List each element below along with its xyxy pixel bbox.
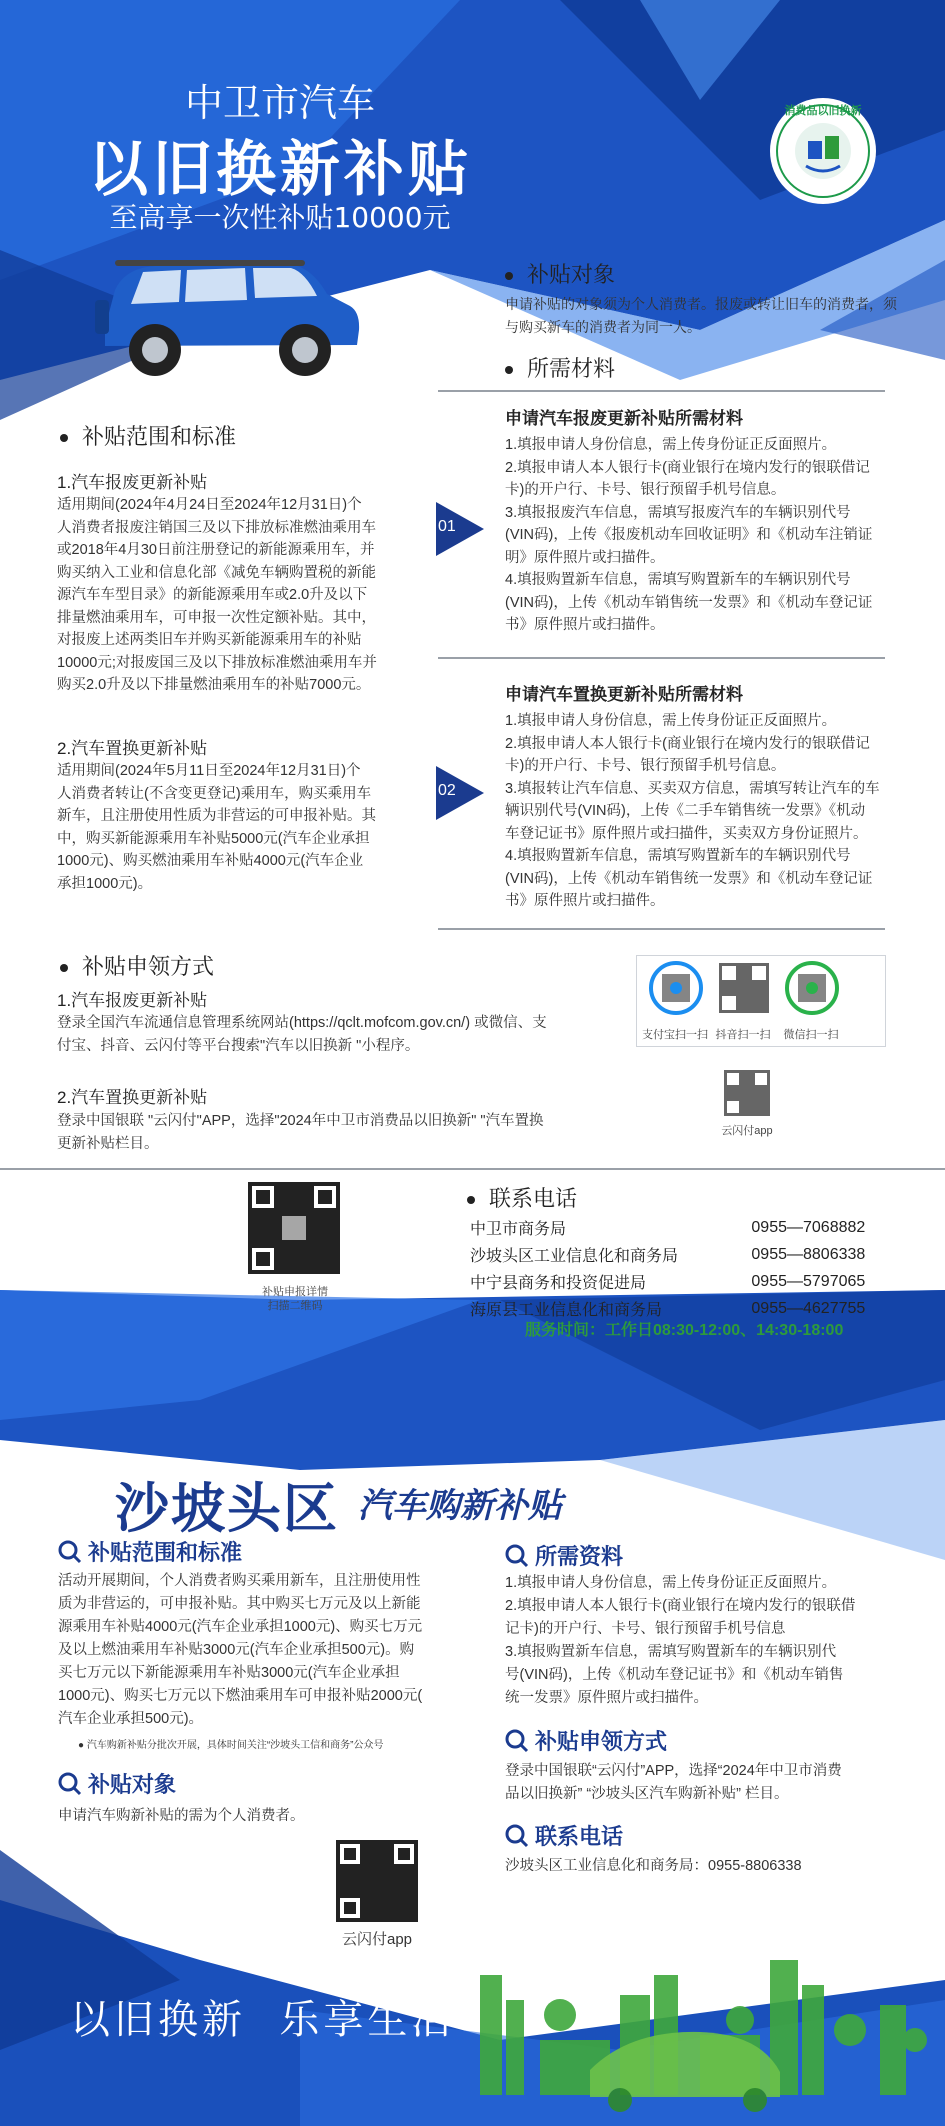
text-line: 书》原件照片或扫描件。 (505, 893, 665, 909)
text-line: 适用期间(2024年4月24日至2024年12月31日)个 (57, 497, 362, 513)
text-line: 汽车企业承担500元)。 (58, 1711, 204, 1727)
text-line: 卡)的开户行、卡号、银行预留手机号信息。 (505, 758, 786, 774)
s2-scope-heading: 补贴范围和标准 (58, 1536, 242, 1567)
text-line: 1000元)、购买燃油乘用车补贴4000元(汽车企业 (57, 853, 364, 869)
text-line: 对报废上述两类旧车并购买新能源乘用车的补贴 (57, 632, 362, 648)
text-line: 2.填报申请人本人银行卡(商业银行在境内发行的银联借记 (505, 735, 870, 752)
contact-phone[interactable]: 0955—7068882 (751, 1218, 866, 1236)
alipay-qr-label: 支付宝扫一扫 (642, 1029, 708, 1041)
contact-phone[interactable]: 0955—8806338 (751, 1245, 866, 1263)
s2-materials-body (505, 1572, 895, 1710)
contact-row (470, 1268, 890, 1295)
scope-item2-title: 2.汽车置换更新补贴 (57, 739, 208, 758)
apply-item2-title: 2.汽车置换更新补贴 (57, 1088, 208, 1107)
s2-scope-note: ● 汽车购新补贴分批次开展，具体时间关注“沙坡头工信和商务”公众号 (78, 1740, 384, 1751)
text-line: 人消费者转让(不含变更登记)乘用车，购买乘用车 (57, 785, 372, 802)
text-line: 辆识别代号(VIN码)，上传《二手车销售统一发票》《机动 (505, 803, 866, 819)
text-line: 2.填报申请人本人银行卡(商业银行在境内发行的银联借记 (505, 459, 870, 476)
text-line: 买七万元以下新能源乘用车补贴3000元(汽车企业承担 (58, 1665, 400, 1681)
yunshanfu-qr-code[interactable] (722, 1068, 772, 1123)
text-line: 统一发票》原件照片或扫描件。 (505, 1690, 708, 1706)
contact-phone[interactable]: 0955—5797065 (751, 1272, 866, 1290)
contact-name: 中卫市商务局 (470, 1221, 567, 1238)
contact-row (470, 1214, 890, 1241)
contact-table (470, 1214, 890, 1322)
magnifier-check-icon (505, 1544, 529, 1568)
contact-name: 中宁县商务和投资促进局 (470, 1275, 647, 1292)
text-line: 登录全国汽车流通信息管理系统网站(https://qclt.mofcom.gov.cn/) 或微信、支 (57, 1015, 547, 1031)
text-line: 1000元)、购买七万元以下燃油乘用车可申报补贴2000元( (58, 1688, 423, 1704)
s2-scope-body (58, 1570, 458, 1731)
s2-contact-heading: 联系电话 (505, 1820, 623, 1851)
douyin-qr-code[interactable] (716, 960, 772, 1021)
s2-qr-label: 云闪付app (341, 1931, 413, 1948)
text-line: 适用期间(2024年5月11日至2024年12月31日)个 (57, 763, 361, 779)
badge-02: 02 (436, 766, 484, 825)
wechat-qr-code[interactable] (784, 960, 840, 1021)
blue-suv-car-illustration (95, 250, 365, 380)
subsidy-target-heading: 补贴对象 (505, 258, 615, 289)
text-line: 3.填报转让汽车信息、买卖双方信息，需填写转让汽车的车 (505, 780, 880, 797)
footer-slogan: 以旧换新 乐享生活 (70, 1997, 456, 2043)
magnifier-check-icon (505, 1824, 529, 1848)
header-title-line3: 至高享一次性补贴10000元 (109, 201, 451, 234)
box2-body (505, 710, 905, 913)
magnifier-check-icon (58, 1540, 82, 1564)
text-line: 购买纳入工业和信息化部《减免车辆购置税的新能 (57, 564, 376, 581)
text-line: 排量燃油乘用车，可申报一次性定额补贴。其中， (57, 609, 376, 626)
magnifier-check-icon (58, 1772, 82, 1796)
text-line: 1.填报申请人身份信息，需上传身份证正反面照片。 (505, 437, 837, 453)
text-line: 登录中国银联“云闪付”APP，选择“2024年中卫市消费 (505, 1763, 842, 1779)
subsidy-details-qr-code[interactable] (246, 1180, 342, 1281)
divider (0, 1168, 945, 1170)
scope-heading: 补贴范围和标准 (60, 420, 236, 451)
douyin-qr-label: 抖音扫一扫 (715, 1029, 771, 1041)
s2-yunshanfu-qr-code[interactable] (334, 1838, 420, 1929)
text-line: 明》原件照片或扫描件。 (505, 549, 665, 566)
divider (438, 390, 885, 392)
apply-heading: 补贴申领方式 (60, 950, 214, 981)
text-line: 更新补贴栏目。 (57, 1136, 159, 1152)
text-line: 1.填报申请人身份信息，需上传身份证正反面照片。 (505, 1575, 837, 1591)
subsidy-target-text: 申请补贴的对象须为个人消费者。报废或转让旧车的消费者，须 与购买新车的消费者为同一人。 (505, 296, 897, 335)
text-line: 人消费者报废注销国三及以下排放标准燃油乘用车 (57, 519, 376, 536)
box2-title: 申请汽车置换更新补贴所需材料 (505, 685, 743, 704)
text-line: (VIN码)，上传《机动车销售统一发票》和《机动车登记证 (505, 870, 873, 887)
s2-target-heading: 补贴对象 (58, 1768, 176, 1799)
contact-phone[interactable]: 0955—4627755 (751, 1299, 866, 1317)
text-line: 记卡)的开户行、卡号、银行预留手机号信息 (505, 1621, 786, 1637)
s2-apply-heading: 补贴申领方式 (505, 1725, 667, 1756)
text-line: 购买2.0升及以下排量燃油乘用车的补贴7000元。 (57, 677, 371, 693)
s2-target-text: 申请汽车购新补贴的需为个人消费者。 (58, 1808, 305, 1824)
text-line: 车登记证书》原件照片或扫描件，买卖双方身份证照片。 (505, 825, 868, 842)
apply-item1-body (57, 1012, 617, 1058)
service-time: 服务时间：工作日08:30-12:00、14:30-18:00 (525, 1322, 844, 1339)
contact-name: 海原县工业信息化和商务局 (470, 1302, 663, 1319)
contact-heading: 联系电话 (467, 1182, 577, 1213)
text-line: (VIN码)，上传《机动车销售统一发票》和《机动车登记证 (505, 594, 873, 611)
box1-body (505, 434, 905, 637)
text-line: 4.填报购置新车信息，需填写购置新车的车辆识别代号 (505, 572, 851, 588)
text-line: 1.填报申请人身份信息，需上传身份证正反面照片。 (505, 713, 837, 729)
text-line: 源乘用车补贴4000元(汽车企业承担1000元)、购买七万元 (58, 1619, 423, 1635)
section2-subtitle: 汽车购新补贴 (358, 1486, 562, 1526)
text-line: 承担1000元)。 (57, 875, 153, 892)
alipay-qr-code[interactable] (648, 960, 704, 1021)
text-line: 源汽车车型目录》的新能源乘用车或2.0升及以下 (57, 587, 368, 603)
scope-item2-body (57, 760, 427, 895)
text-line: 或2018年4月30日前注册登记的新能源乘用车，并 (57, 542, 375, 558)
scope-item1-body (57, 494, 427, 697)
s2-materials-heading: 所需资料 (505, 1540, 623, 1571)
header-title-line1: 中卫市汽车 (184, 81, 375, 125)
text-line: 活动开展期间，个人消费者购买乘用新车，且注册使用性 (58, 1573, 421, 1589)
magnifier-check-icon (505, 1729, 529, 1753)
text-line: 新车，且注册使用性质为非营运的可申报补贴。其 (57, 808, 376, 824)
contact-row (470, 1241, 890, 1268)
section2-title: 沙坡头区 (115, 1477, 339, 1540)
yunshanfu-qr-label: 云闪付app (721, 1125, 773, 1137)
header-title-line2: 以旧换新补贴 (88, 135, 472, 205)
text-line: 及以上燃油乘用车补贴3000元(汽车企业承担500元)。购 (58, 1642, 415, 1658)
qr-label-line2: 扫描二维码 (267, 1300, 323, 1312)
text-line: 3.填报购置新车信息，需填写购置新车的车辆识别代 (505, 1644, 837, 1660)
text-line: 付宝、抖音、云闪付等平台搜索"汽车以旧换新 "小程序。 (57, 1038, 420, 1054)
text-line: 3.填报报废汽车信息，需填写报废汽车的车辆识别代号 (505, 504, 851, 521)
box1-title: 申请汽车报废更新补贴所需材料 (505, 409, 743, 428)
wechat-qr-label: 微信扫一扫 (783, 1029, 839, 1041)
text-line: 中，购买新能源乘用车补贴5000元(汽车企业承担 (57, 830, 370, 847)
text-line: 登录中国银联 "云闪付"APP，选择"2024年中卫市消费品以旧换新" "汽车置换 (57, 1113, 544, 1129)
s2-apply-body (505, 1760, 895, 1806)
qr-label-line1: 补贴申报详情 (262, 1286, 328, 1298)
contact-name: 沙坡头区工业信息化和商务局 (470, 1248, 679, 1265)
text-line: 书》原件照片或扫描件。 (505, 617, 665, 633)
text-line: 质为非营运的，可申报补贴。其中购买七万元及以上新能 (58, 1596, 421, 1612)
divider (438, 928, 885, 930)
text-line: 卡)的开户行、卡号、银行预留手机号信息。 (505, 482, 786, 498)
divider (438, 657, 885, 659)
materials-heading: 所需材料 (505, 352, 615, 383)
text-line: 品以旧换新” “沙坡头区汽车购新补贴” 栏目。 (505, 1786, 789, 1802)
text-line: 10000元;对报废国三及以下排放标准燃油乘用车并 (57, 654, 377, 671)
logo-text: 消费品以旧换新 (784, 105, 862, 117)
text-line: 4.填报购置新车信息，需填写购置新车的车辆识别代号 (505, 848, 851, 864)
consumer-trade-in-logo (768, 96, 878, 206)
text-line: 2.填报申请人本人银行卡(商业银行在境内发行的银联借 (505, 1598, 856, 1614)
text-line: 号(VIN码)，上传《机动车登记证书》和《机动车销售 (505, 1667, 844, 1683)
s2-contact-text: 沙坡头区工业信息化和商务局：0955-8806338 (505, 1858, 802, 1874)
apply-item2-body (57, 1110, 617, 1156)
badge-01: 01 (436, 502, 484, 561)
scope-item1-title: 1.汽车报废更新补贴 (57, 473, 208, 492)
apply-item1-title: 1.汽车报废更新补贴 (57, 991, 208, 1010)
text-line: (VIN码)，上传《报废机动车回收证明》和《机动车注销证 (505, 527, 873, 543)
